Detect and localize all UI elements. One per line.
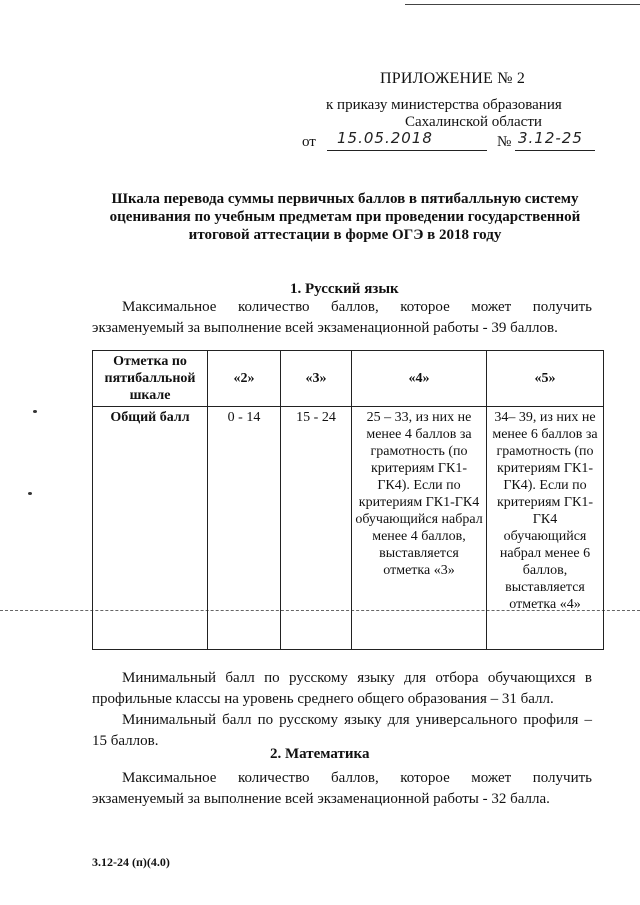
- math-max-score: [92, 768, 592, 810]
- russian-min-profile: [92, 668, 592, 710]
- table-header-cell: Отметка по пятибалльной шкале: [93, 351, 208, 407]
- date-underline: [327, 150, 487, 151]
- order-reference: к приказу министерства образования: [326, 97, 562, 113]
- scan-edge-line: [405, 4, 640, 5]
- number-underline: [515, 150, 595, 151]
- scan-speck: [28, 492, 32, 495]
- table-row: [93, 407, 604, 650]
- table-cell: 25 – 33, из них не менее 4 баллов за грамотность (по критериям ГК1-ГК4). Если по критериям ГК1-ГК4 обучающийся набрал менее 4 баллов, выставляется отметка «3»: [352, 407, 487, 650]
- scan-speck: [33, 410, 37, 413]
- document-title: Шкала перевода суммы первичных баллов в пятибалльную систему оценивания по учебным предметам при проведении государственной итоговой аттестации в форме ОГЭ в 2018 году: [109, 191, 581, 243]
- russian-max-score: [92, 297, 592, 339]
- order-number: 3.12-25: [518, 129, 583, 147]
- table-header-cell: «3»: [281, 351, 352, 407]
- table-cell: 34– 39, из них не менее 6 баллов за грамотность (по критериям ГК1-ГК4). Если по критериям ГК1-ГК4 обучающийся набрал менее 6 баллов, выставляется отметка «4»: [487, 407, 604, 650]
- section-heading-russian: 1. Русский язык: [290, 281, 399, 297]
- footer-code: 3.12-24 (п)(4.0): [92, 855, 170, 869]
- table-header-cell: «5»: [487, 351, 604, 407]
- russian-min-profile-text: Минимальный балл по русскому языку для отбора обучающихся в профильные классы на уровень среднего общего образования – 31 балл.: [92, 670, 592, 707]
- table-cell: 15 - 24: [281, 407, 352, 650]
- from-label: от: [302, 134, 316, 150]
- order-region: Сахалинской области: [405, 114, 542, 130]
- order-date: 15.05.2018: [337, 129, 433, 147]
- number-label: №: [497, 134, 512, 150]
- section-heading-math: 2. Математика: [270, 746, 370, 762]
- table-row-label: Общий балл: [93, 407, 208, 650]
- russian-min-universal-text: Минимальный балл по русскому языку для универсального профиля – 15 баллов.: [92, 712, 592, 749]
- order-date-number: [302, 131, 602, 153]
- russian-max-score-text: Максимальное количество баллов, которое может получить экзаменуемый за выполнение всей экзаменационной работы - 39 баллов.: [92, 299, 592, 336]
- appendix-label: ПРИЛОЖЕНИЕ № 2: [380, 70, 526, 87]
- score-conversion-table: [92, 350, 604, 650]
- table-cell: 0 - 14: [208, 407, 281, 650]
- table-header-row: [93, 351, 604, 407]
- table-header-cell: «2»: [208, 351, 281, 407]
- math-max-score-text: Максимальное количество баллов, которое может получить экзаменуемый за выполнение всей экзаменационной работы - 32 балла.: [92, 770, 592, 807]
- table-header-cell: «4»: [352, 351, 487, 407]
